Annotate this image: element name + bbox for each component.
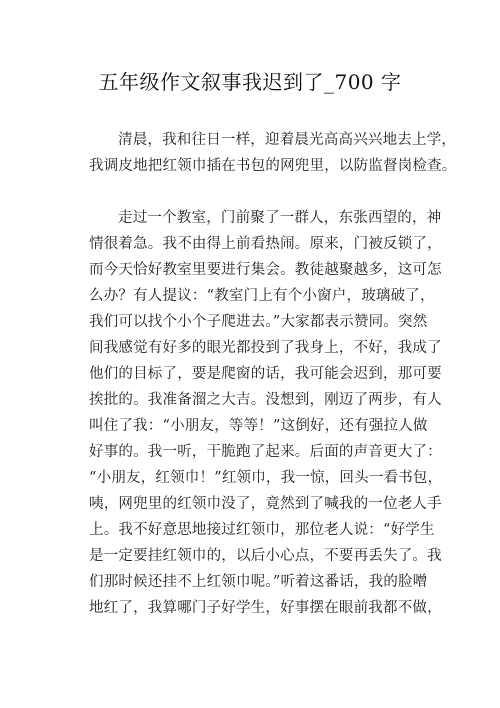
paragraph-line: 走过一个教室，门前聚了一群人，东张西望的，神 — [118, 210, 442, 226]
document-title: 五年级作文叙事我迟到了_700 字 — [98, 70, 402, 94]
paragraph-line: 而今天恰好教室里要进行集会。教徒越聚越多，这可怎 — [89, 262, 442, 278]
paragraph-line: “小朋友，红领巾！”红领巾，我一惊，回头一看书包， — [89, 470, 443, 486]
paragraph-line: 他们的目标了，要是爬窗的话，我可能会迟到，那可要 — [89, 366, 442, 382]
paragraph-line: 们那时候还挂不上红领巾呢。”听着这番话，我的脸噌 — [89, 574, 428, 590]
paragraph-2 — [89, 205, 443, 621]
paragraph-1 — [89, 127, 457, 179]
paragraph-line: 间我感觉有好多的眼光都投到了我身上，不好，我成了 — [89, 340, 442, 356]
paragraph-line: 叫住了我：“小朋友，等等！”这倒好，还有强拉人做 — [89, 418, 428, 434]
paragraph-line: 我调皮地把红领巾插在书包的网兜里，以防监督岗检查。 — [89, 158, 457, 174]
paragraph-line: 我们可以找个小个子爬进去。”大家都表示赞同。突然 — [89, 314, 428, 330]
paragraph-line: 情很着急。我不由得上前看热闹。原来，门被反锁了， — [89, 236, 442, 252]
paragraph-line: 清晨，我和往日一样，迎着晨光高高兴兴地去上学， — [118, 132, 457, 148]
paragraph-line: 好事的。我一听，干脆跑了起来。后面的声音更大了： — [89, 444, 442, 460]
paragraph-line: 上。我不好意思地接过红领巾，那位老人说：“好学生 — [89, 522, 435, 538]
paragraph-line: 么办？有人提议：“教室门上有个小窗户，玻璃破了， — [89, 288, 435, 304]
paragraph-line: 咦，网兜里的红领巾没了，竟然到了喊我的一位老人手 — [89, 496, 442, 512]
paragraph-line: 挨批的。我准备溜之大吉。没想到，刚迈了两步，有人 — [89, 392, 442, 408]
paragraph-line: 地红了，我算哪门子好学生，好事摆在眼前我都不做， — [89, 600, 442, 616]
paragraph-line: 是一定要挂红领巾的，以后小心点，不要再丢失了。我 — [89, 548, 442, 564]
